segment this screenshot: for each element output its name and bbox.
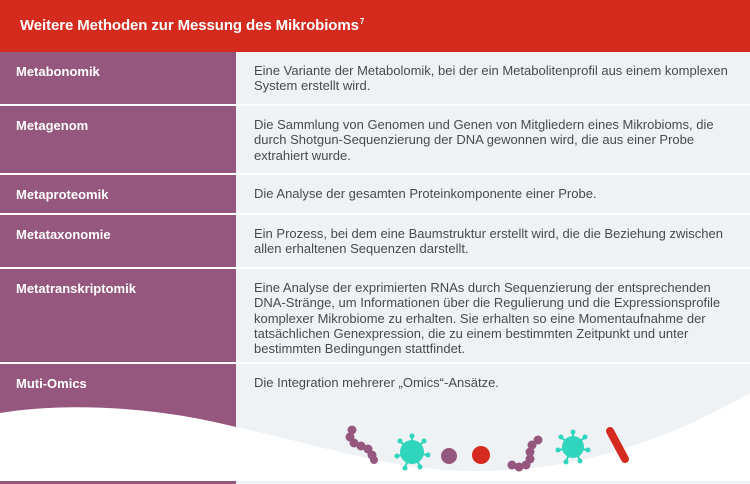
table-row	[0, 213, 750, 267]
table-header	[0, 0, 750, 52]
term-cell: Metagenom	[0, 106, 236, 173]
definition-cell: Die Integration mehrerer „Omics“-Ansätze.	[236, 364, 750, 484]
term-cell: Metatranskriptomik	[0, 269, 236, 362]
term-cell: Metabonomik	[0, 52, 236, 104]
table-row	[0, 173, 750, 213]
definition-cell: Ein Prozess, bei dem eine Baumstruktur erstellt wird, die die Beziehung zwischen allen erhaltenen Sequenzen darstellt.	[236, 215, 750, 267]
table-row	[0, 104, 750, 173]
table-title: Weitere Methoden zur Messung des Mikrobioms	[20, 17, 359, 34]
table-row	[0, 362, 750, 484]
definition-cell: Die Sammlung von Genomen und Genen von Mitgliedern eines Mikrobioms, die durch Shotgun-Sequenzierung der DNA gewonnen wird, die aus einer Probe extrahiert wurde.	[236, 106, 750, 173]
footnote-marker: 7	[359, 17, 365, 26]
definition-cell: Die Analyse der gesamten Proteinkomponente einer Probe.	[236, 175, 750, 213]
methods-table	[0, 52, 750, 484]
term-cell: Muti-Omics	[0, 364, 236, 484]
term-cell: Metaproteomik	[0, 175, 236, 213]
table-row	[0, 267, 750, 362]
definition-cell: Eine Variante der Metabolomik, bei der ein Metabolitenprofil aus einem komplexen System erstellt wird.	[236, 52, 750, 104]
definition-cell: Eine Analyse der exprimierten RNAs durch Sequenzierung der entsprechenden DNA-Stränge, um Informationen über die Regulierung und die Expressionsprofile komplexer Mikrobiome zu erhalten. Sie erhalten so eine Momentaufnahme der tatsächlichen Genexpression, die zu einem bestimmten Zeitpunkt und unter bestimmten Bedingungen stattfindet.	[236, 269, 750, 362]
table-row	[0, 52, 750, 104]
term-cell: Metataxonomie	[0, 215, 236, 267]
